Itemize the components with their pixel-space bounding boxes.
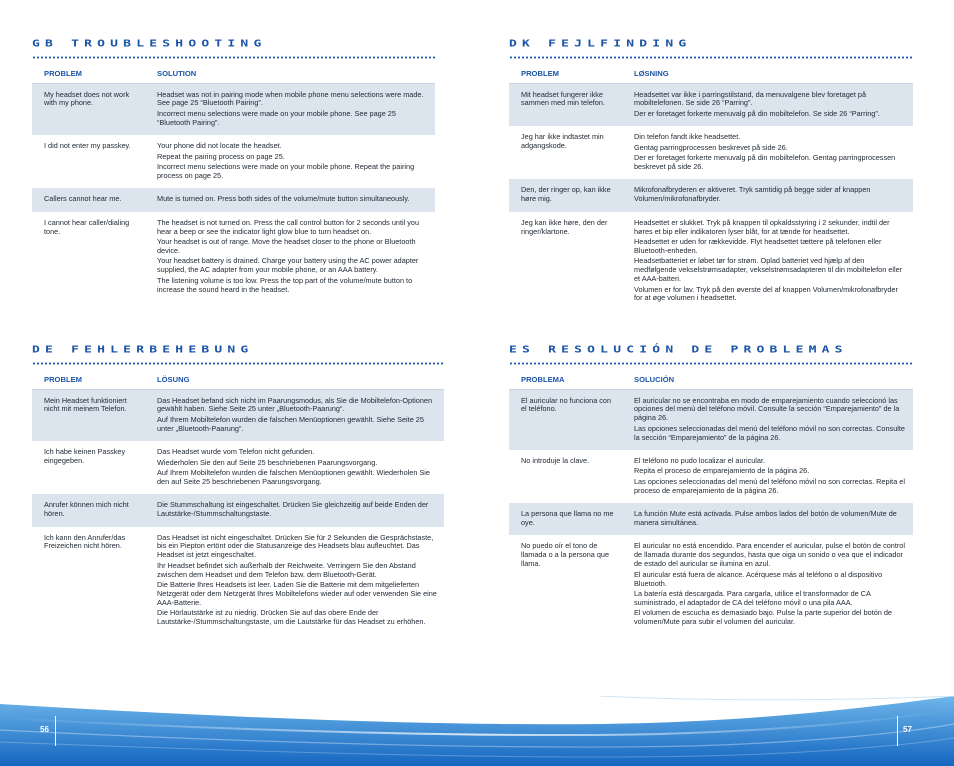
- solution-cell: [622, 389, 913, 450]
- solution-text: The listening volume is too low. Press the top part of the volume/mute button to increase the sound heard in the headset.: [157, 275, 413, 294]
- solution-text: Your headset is out of range. Move the headset closer to the phone or Bluetooth device.: [157, 236, 416, 255]
- solution-text: Headsettet er slukket. Tryk på knappen til opkaldsstyring i 2 sekunder, indtil der høres et bip eller indikatoren lyser blåt, for at tænde for headsettet.: [634, 217, 890, 236]
- column-header-problem: PROBLEM: [32, 64, 145, 83]
- solution-text: Mute is turned on. Press both sides of the volume/mute button simultaneously.: [157, 194, 410, 204]
- solution-text: Das Headset ist nicht eingeschaltet. Drücken Sie für 2 Sekunden die Gesprächstaste, bis ein Piepton ertönt oder die Statusanzeige des Headsets blau aufleuchtet. Das Headset ist jetzt eingeschaltet.: [157, 532, 434, 560]
- table-row: [32, 83, 435, 135]
- table-row: [32, 527, 444, 635]
- problem-cell: Callers cannot hear me.: [32, 188, 145, 211]
- solution-text: Die Hörlautstärke ist zu niedrig. Drücken Sie auf das obere Ende der Lautstärke-/Stummschaltungstaste, um die Lautstärke für das Headset zu erhöhen.: [157, 608, 426, 627]
- problem-cell: Ich habe keinen Passkey eingegeben.: [44, 447, 126, 466]
- table-row: [32, 441, 444, 494]
- solution-cell: [622, 83, 913, 126]
- table-row: [32, 135, 435, 188]
- solution-text: Las opciones seleccionadas del menú del teléfono móvil no son correctas. Repita el proceso de emparejamiento de la página 26.: [634, 476, 905, 495]
- problem-cell: El auricular no funciona con el teléfono.: [509, 389, 622, 450]
- solution-text: Die Batterie Ihres Headsets ist leer. Laden Sie die Batterie mit dem mitgelieferten Netzgerät oder dem Netzgerät Ihres Mobiltelefons wieder auf oder verwenden Sie eine AAA-Batterie.: [157, 580, 437, 607]
- column-header-problem: PROBLEM: [32, 370, 145, 389]
- section-title: DE FEHLERBEHEBUNG: [32, 343, 254, 356]
- table-row: [509, 126, 913, 179]
- solution-text: El auricular está fuera de alcance. Acérquese más al teléfono o al dispositivo Bluetooth.: [634, 569, 883, 588]
- solution-text: Die Stummschaltung ist eingeschaltet. Drücken Sie gleichzeitig auf beide Enden der Lautstärke-/Stummschaltungstaste.: [157, 500, 429, 519]
- solution-text: Headsettet var ikke i parringstilstand, da menuvalgene blev foretaget på mobiltelefonen. Se side 26 “Parring”.: [634, 89, 867, 108]
- solution-text: Der er foretaget forkerte menuvalg på din mobiltelefon. Se side 26 “Parring”.: [634, 108, 880, 118]
- solution-cell: [622, 179, 913, 211]
- solution-cell: [145, 135, 435, 188]
- solution-text: La función Mute está activada. Pulse ambos lados del botón de volumen/Mute de manera simultánea.: [634, 509, 897, 528]
- problem-cell: No introduje la clave.: [521, 456, 590, 466]
- problem-cell: La persona que llama no me oye.: [509, 503, 622, 535]
- page-number-rule-left: [55, 716, 56, 746]
- page-number-right: 57: [903, 725, 912, 734]
- section-gb-troubleshooting: [32, 36, 435, 302]
- dotted-divider: [32, 362, 444, 365]
- column-header-solution: SOLUCIÓN: [622, 370, 913, 389]
- problem-cell: I did not enter my passkey.: [44, 141, 131, 151]
- troubleshooting-table: [509, 370, 913, 635]
- solution-cell: [145, 188, 435, 211]
- table-row: [509, 535, 913, 634]
- table-row: [509, 389, 913, 450]
- column-header-solution: LØSNING: [622, 64, 913, 83]
- solution-text: Volumen er for lav. Tryk på den øverste del af knappen Volumen/mikrofonafbryder for at øge volumen i headsettet.: [634, 284, 898, 303]
- section-de-fehlerbehebung: [32, 342, 444, 635]
- solution-text: The headset is not turned on. Press the call control button for 2 seconds until you hear a beep or see the indicator light glow blue to turn headset on.: [157, 217, 420, 236]
- solution-text: Ihr Headset befindet sich außerhalb der Reichweite. Verringern Sie den Abstand zwischen dem Headset und dem Telefon bzw. dem Bluetooth-Gerät.: [157, 560, 416, 579]
- solution-cell: [622, 212, 913, 311]
- page-number-left: 56: [40, 725, 49, 734]
- solution-cell: [622, 503, 913, 535]
- solution-text: Auf Ihrem Mobiltelefon wurden die falschen Menüoptionen gewählt. Siehe Seite 25 unter „Bluetooth-Paarung“.: [157, 414, 424, 433]
- solution-text: Incorrect menu selections were made on your mobile phone. Repeat the pairing process on page 25.: [157, 161, 415, 180]
- problem-cell: My headset does not work with my phone.: [32, 83, 145, 135]
- solution-cell: [145, 494, 444, 526]
- troubleshooting-table: [509, 64, 913, 311]
- solution-cell: [145, 389, 444, 441]
- table-row: [509, 83, 913, 126]
- dotted-divider: [32, 56, 435, 59]
- troubleshooting-table: [32, 370, 444, 635]
- solution-text: Incorrect menu selections were made on your mobile phone. See page 25 “Bluetooth Pairing”.: [157, 108, 396, 127]
- table-row: [32, 494, 444, 526]
- problem-cell: I cannot hear caller/dialing tone.: [44, 217, 130, 236]
- section-title: ES RESOLUCIÓN DE PROBLEMAS: [509, 343, 848, 356]
- solution-cell: [622, 535, 913, 634]
- solution-text: Las opciones seleccionadas del menú del teléfono móvil no son correctas. Consulte la sección “Emparejamiento” de la página 26.: [634, 423, 905, 442]
- solution-text: Your phone did not locate the headset.: [157, 141, 282, 151]
- solution-cell: [145, 441, 444, 494]
- problem-cell: Mit headset fungerer ikke sammen med min telefon.: [509, 83, 622, 126]
- column-header-solution: LÖSUNG: [145, 370, 444, 389]
- solution-text: El auricular no se encontraba en modo de emparejamiento cuando seleccionó las opciones del menú del teléfono móvil. Consulte la sección “Emparejamiento” de la página 26.: [634, 395, 900, 423]
- column-header-solution: SOLUTION: [145, 64, 435, 83]
- solution-text: Repita el proceso de emparejamiento de la página 26.: [634, 466, 810, 476]
- table-row: [509, 179, 913, 211]
- solution-text: Your headset battery is drained. Charge your battery using the AC power adapter supplied, the AC adapter from your mobile phone, or an AAA battery.: [157, 256, 419, 275]
- problem-cell: Ich kann den Anrufer/das Freizeichen nicht hören.: [44, 532, 126, 551]
- problem-cell: Jeg har ikke indtastet min adgangskode.: [521, 132, 604, 151]
- table-row: [32, 389, 444, 441]
- troubleshooting-table: [32, 64, 435, 302]
- problem-cell: Anrufer können mich nicht hören.: [32, 494, 145, 526]
- solution-cell: [622, 126, 913, 179]
- solution-text: Der er foretaget forkerte menuvalg på din mobiltelefon. Gentag parringprocessen beskrevet på side 26.: [634, 153, 896, 171]
- table-row: [32, 212, 435, 302]
- dotted-divider: [509, 56, 913, 59]
- solution-text: Das Headset befand sich nicht im Paarungsmodus, als Sie die Mobiltelefon-Optionen gewählt haben. Siehe Seite 25 unter „Bluetooth-Paarung“.: [157, 395, 433, 414]
- solution-text: El auricular no está encendido. Para encender el auricular, pulse el botón de control de llamada durante dos segundos, hasta que oiga un sonido o vea que el indicador de estado del auricular se ilumina en azul.: [634, 541, 905, 569]
- problem-cell: Jeg kan ikke høre, den der ringer/klartone.: [521, 217, 608, 236]
- section-title: GB TROUBLESHOOTING: [32, 37, 267, 50]
- footer-wave-graphic: [0, 696, 954, 766]
- solution-text: Headsettet er uden for rækkevidde. Flyt headsettet tættere på telefonen eller Bluetooth-enheden.: [634, 236, 882, 255]
- solution-text: Auf Ihrem Mobiltelefon wurden die falschen Menüoptionen gewählt. Wiederholen Sie den auf Seite 25 beschriebenen Paarungsvorgang.: [157, 467, 430, 486]
- solution-text: Repeat the pairing process on page 25.: [157, 151, 285, 161]
- problem-cell: No puedo oír el tono de llamada o a la persona que llama.: [521, 541, 610, 569]
- table-row: [509, 503, 913, 535]
- solution-cell: [145, 527, 444, 635]
- solution-text: El teléfono no pudo localizar el auricular.: [634, 456, 766, 466]
- solution-text: Din telefon fandt ikke headsettet.: [634, 132, 741, 142]
- problem-cell: Mein Headset funktioniert nicht mit meinem Telefon.: [32, 389, 145, 441]
- section-dk-fejlfinding: [509, 36, 913, 311]
- page-number-rule-right: [897, 716, 898, 746]
- section-title: DK FEJLFINDING: [509, 37, 692, 50]
- solution-text: Headset was not in pairing mode when mobile phone menu selections were made. See page 25 “Bluetooth Pairing”.: [157, 89, 424, 108]
- table-row: [32, 188, 435, 211]
- table-row: [509, 450, 913, 503]
- dotted-divider: [509, 362, 913, 365]
- solution-text: La batería está descargada. Para cargarla, utilice el transformador de CA suministrado, el adaptador de CA del teléfono móvil o una pila AAA.: [634, 589, 871, 607]
- column-header-problem: PROBLEMA: [509, 370, 622, 389]
- solution-text: Wiederholen Sie den auf Seite 25 beschriebenen Paarungsvorgang.: [157, 457, 378, 467]
- solution-text: Headsetbatteriet er løbet tør for strøm. Oplad batteriet ved hjælp af den medfølgende vekselstrømsadapter, vekselstrømsadapteren til din mobiltelefon eller et AAA-batteri.: [634, 256, 903, 284]
- section-es-resolucion: [509, 342, 913, 635]
- problem-cell: Den, der ringer op, kan ikke høre mig.: [509, 179, 622, 211]
- solution-text: Das Headset wurde vom Telefon nicht gefunden.: [157, 447, 315, 457]
- table-row: [509, 212, 913, 311]
- solution-cell: [622, 450, 913, 503]
- solution-cell: [145, 83, 435, 135]
- column-header-problem: PROBLEM: [509, 64, 622, 83]
- solution-text: Mikrofonafbryderen er aktiveret. Tryk samtidig på begge sider af knappen Volumen/mikrofonafbryder.: [634, 185, 871, 204]
- solution-text: Gentag parringprocessen beskrevet på side 26.: [634, 142, 788, 152]
- solution-cell: [145, 212, 435, 302]
- solution-text: El volumen de escucha es demasiado bajo. Pulse la parte superior del botón de volumen/Mute para subir el volumen del auricular.: [634, 608, 892, 627]
